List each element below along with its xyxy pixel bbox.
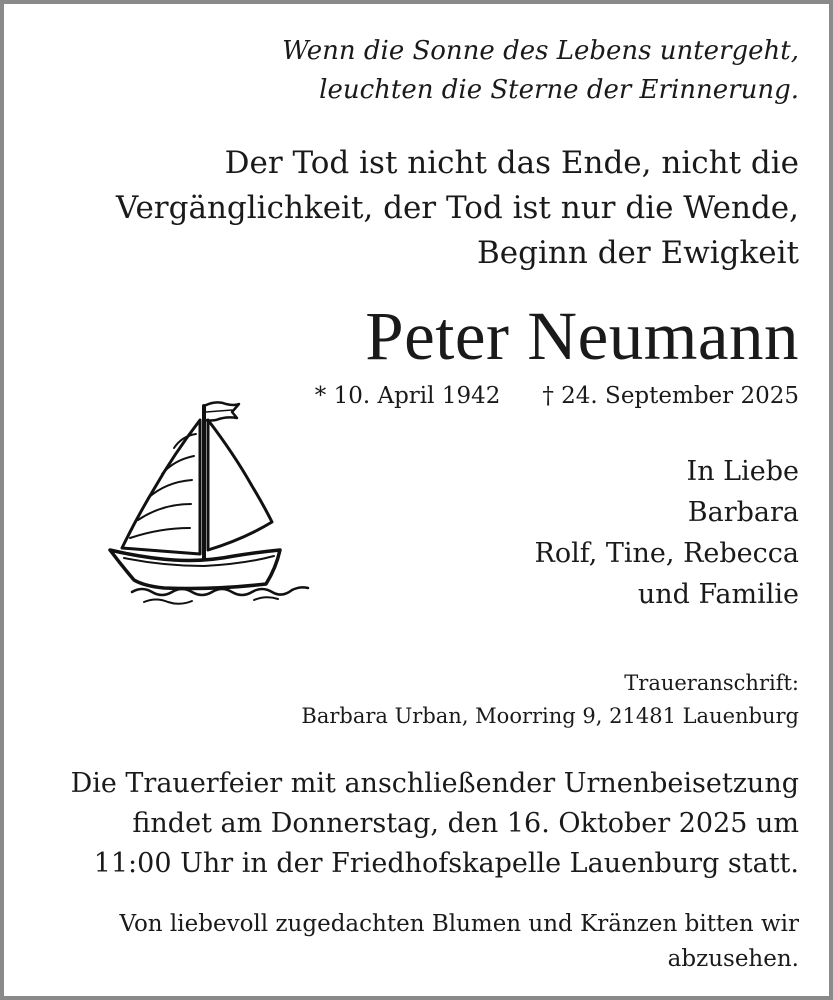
service-line-2: findet am Donnerstag, den 16. Oktober 2025 um xyxy=(132,808,799,839)
address-label: Traueranschrift: xyxy=(624,671,799,695)
mourner-name: Barbara xyxy=(687,497,799,528)
service-line-1: Die Trauerfeier mit anschließender Urnenbeisetzung xyxy=(70,768,799,799)
quote-line-2: leuchten die Sterne der Erinnerung. xyxy=(319,75,799,105)
mourner-name: und Familie xyxy=(637,579,799,610)
mourners-intro: In Liebe xyxy=(686,456,799,487)
flowers-note xyxy=(119,907,799,977)
quote-line-1: Wenn die Sonne des Lebens untergeht, xyxy=(282,36,799,66)
sailboat-icon xyxy=(104,394,314,609)
memorial-quote xyxy=(282,32,799,110)
life-dates xyxy=(315,379,799,413)
poem-line-1: Der Tod ist nicht das Ende, nicht die xyxy=(224,145,799,181)
death-date: † 24. September 2025 xyxy=(542,383,799,409)
deceased-name: Peter Neumann xyxy=(365,298,799,374)
flowers-line-2: abzusehen. xyxy=(667,946,799,972)
flowers-line-1: Von liebevoll zugedachten Blumen und Kränzen bitten wir xyxy=(119,911,799,937)
birth-date: * 10. April 1942 xyxy=(314,383,501,409)
mourners-block xyxy=(534,451,799,615)
funeral-service-info xyxy=(71,764,799,884)
poem-line-3: Beginn der Ewigkeit xyxy=(477,235,799,271)
poem-line-2: Vergänglichkeit, der Tod ist nur die Wende, xyxy=(115,190,799,226)
service-line-3: 11:00 Uhr in der Friedhofskapelle Lauenburg statt. xyxy=(93,848,799,879)
mourner-name: Rolf, Tine, Rebecca xyxy=(534,538,799,569)
mourning-address: Barbara Urban, Moorring 9, 21481 Lauenburg xyxy=(301,704,799,728)
memorial-poem xyxy=(116,141,799,276)
